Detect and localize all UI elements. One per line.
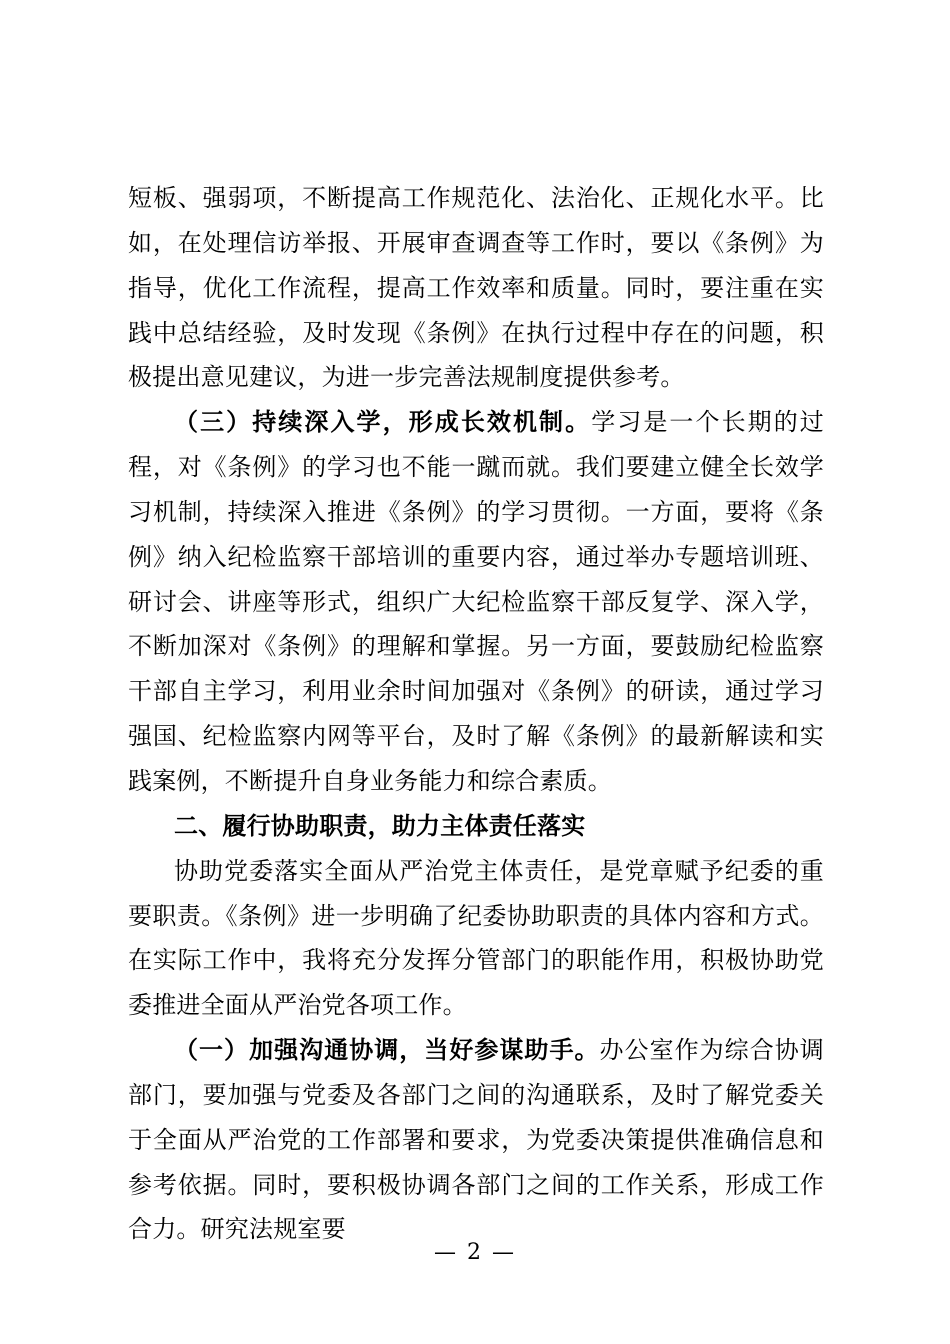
paragraph-text: 办公室作为综合协调部门，要加强与党委及各部门之间的沟通联系，及时了解党委关于全面从严治党的工作部署和要求，为党委决策提供准确信息和参考依据。同时，要积极协调各部门之间的工作关系，形成工作合力。研究法规室要: [128, 1036, 824, 1244]
paragraph-continuation: [128, 176, 824, 400]
paragraph-intro: [128, 849, 824, 1028]
section-heading-text: 二、履行协助职责，助力主体责任落实: [174, 811, 586, 840]
page-number: — 2 —: [434, 1240, 516, 1265]
paragraph-text: 学习是一个长期的过程，对《条例》的学习也不能一蹴而就。我们要建立健全长效学习机制，持续深入推进《条例》的学习贯彻。一方面，要将《条例》纳入纪检监察干部培训的重要内容，通过举办专题培训班、研讨会、讲座等形式，组织广大纪检监察干部反复学、深入学，不断加深对《条例》的理解和掌握。另一方面，要鼓励纪检监察干部自主学习，利用业余时间加强对《条例》的研读，通过学习强国、纪检监察内网等平台，及时了解《条例》的最新解读和实践案例，不断提升自身业务能力和综合素质。: [128, 408, 824, 795]
section-heading: [128, 804, 824, 849]
paragraph-text: 短板、强弱项，不断提高工作规范化、法治化、正规化水平。比如，在处理信访举报、开展审查调查等工作时，要以《条例》为指导，优化工作流程，提高工作效率和质量。同时，要注重在实践中总结经验，及时发现《条例》在执行过程中存在的问题，积极提出意见建议，为进一步完善法规制度提供参考。: [128, 184, 824, 392]
paragraph-section-3: [128, 400, 824, 804]
paragraph-lead: （一）加强沟通协调，当好参谋助手。: [174, 1036, 600, 1065]
paragraph-text: 协助党委落实全面从严治党主体责任，是党章赋予纪委的重要职责。《条例》进一步明确了纪委协助职责的具体内容和方式。在实际工作中，我将充分发挥分管部门的职能作用，积极协助党委推进全面从严治党各项工作。: [128, 856, 824, 1020]
document-body: [128, 176, 824, 1252]
paragraph-lead: （三）持续深入学，形成长效机制。: [174, 408, 592, 437]
paragraph-section-1: [128, 1028, 824, 1252]
